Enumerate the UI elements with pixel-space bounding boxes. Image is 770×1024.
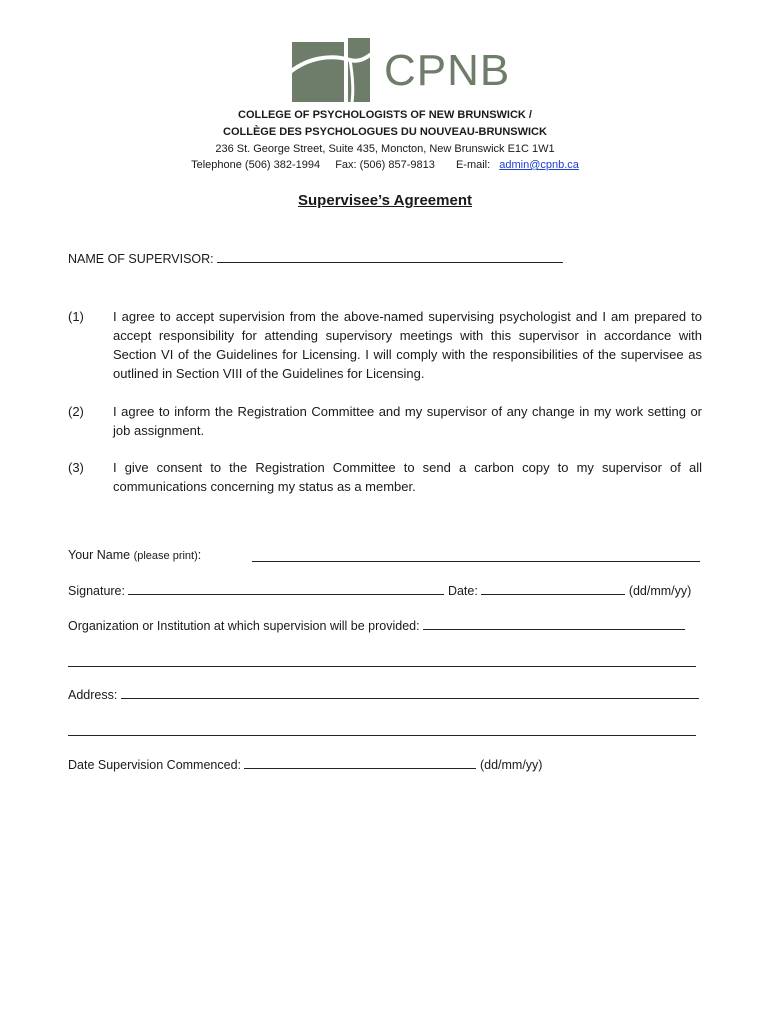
supervisor-label: NAME OF SUPERVISOR:: [68, 252, 214, 266]
signature-input[interactable]: [128, 582, 444, 595]
clause-text: I agree to inform the Registration Committee and my supervisor of any change in my work setting or job assignment.: [113, 404, 702, 438]
email-link[interactable]: admin@cpnb.ca: [499, 159, 579, 171]
supervisor-field: [68, 250, 563, 266]
organization-input[interactable]: [423, 617, 685, 630]
signature-label: Signature:: [68, 584, 125, 598]
org-name-french: COLLÈGE DES PSYCHOLOGUES DU NOUVEAU-BRUNSWICK: [223, 126, 547, 138]
address-field: [68, 686, 699, 702]
org-address: 236 St. George Street, Suite 435, Moncton, New Brunswick E1C 1W1: [215, 143, 555, 155]
clause-text: I give consent to the Registration Committee to send a carbon copy to my supervisor of all communications concerning my status as a member.: [113, 460, 702, 494]
organization-label: Organization or Institution at which supervision will be provided:: [68, 619, 420, 633]
date-commenced-label: Date Supervision Commenced:: [68, 758, 241, 772]
your-name-label: Your Name: [68, 548, 131, 562]
supervisor-name-input[interactable]: [217, 250, 563, 263]
clause-3: [68, 458, 702, 496]
date-label: Date:: [447, 584, 478, 598]
address-input-line-2[interactable]: [68, 735, 696, 736]
telephone: Telephone (506) 382-1994: [191, 159, 321, 171]
clause-text: I agree to accept supervision from the above-named supervising psychologist and I am prepared to accept responsibility for attending supervisory meetings with this supervisor in accordance with Section VI of the Guidelines for Licensing. I will comply with the responsibilities of the supervisee as outlined in Section VIII of the Guidelines for Licensing.: [113, 309, 702, 381]
date-commenced-input[interactable]: [244, 756, 476, 769]
clause-1: [68, 307, 702, 383]
page-title: Supervisee’s Agreement: [298, 192, 472, 209]
org-name-english: COLLEGE OF PSYCHOLOGISTS OF NEW BRUNSWICK /: [238, 109, 532, 121]
date-commenced-format: (dd/mm/yy): [479, 758, 543, 772]
your-name-field: [68, 548, 201, 562]
clause-2: [68, 402, 702, 440]
organization-field: [68, 617, 685, 633]
organization-input-line-2[interactable]: [68, 666, 696, 667]
email-label: E-mail:: [455, 159, 491, 171]
your-name-colon: :: [197, 548, 202, 562]
date-format: (dd/mm/yy): [628, 584, 692, 598]
date-commenced-field: [68, 756, 542, 772]
cpnb-logo-mark-icon: [290, 38, 374, 104]
signature-field: [68, 582, 691, 598]
clause-number: (2): [68, 404, 84, 419]
address-input[interactable]: [121, 686, 699, 699]
clause-number: (1): [68, 309, 84, 324]
cpnb-logo: [290, 38, 511, 106]
email-group: [450, 159, 579, 171]
contact-line: [0, 159, 770, 171]
your-name-hint: (please print): [133, 550, 198, 562]
address-label: Address:: [68, 688, 118, 702]
fax: Fax: (506) 857-9813: [335, 159, 435, 171]
cpnb-logo-text: CPNB: [384, 46, 511, 95]
clause-number: (3): [68, 460, 84, 475]
your-name-input[interactable]: [252, 549, 700, 562]
date-input[interactable]: [481, 582, 625, 595]
